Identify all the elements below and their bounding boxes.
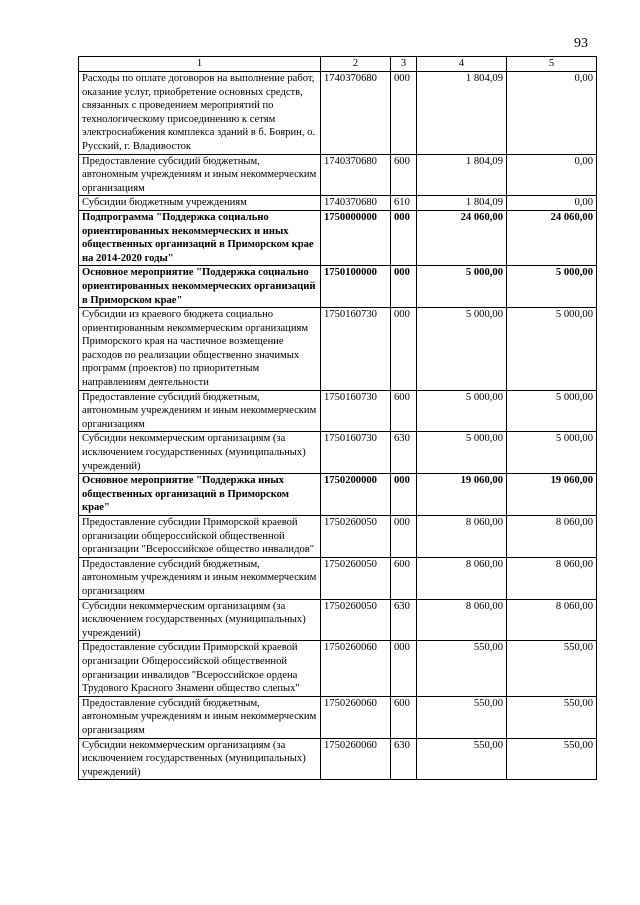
row-amount-cell: 0,00 <box>507 196 597 211</box>
row-amount-cell: 5 000,00 <box>507 266 597 308</box>
header-row <box>79 57 597 72</box>
row-code-cell: 1750260050 <box>321 516 391 558</box>
row-type-cell: 000 <box>391 641 417 696</box>
row-name-cell: Субсидии из краевого бюджета социально ориентированным некоммерческим организациям Приморского края на частичное возмещение расходов по реализации общественно значимых программ (проектов) по приоритетным направлениям деятельности <box>79 308 321 391</box>
row-type-cell: 600 <box>391 390 417 432</box>
column-header: 2 <box>321 57 391 72</box>
table-row <box>79 516 597 558</box>
row-amount-cell: 5 000,00 <box>507 308 597 391</box>
table-row <box>79 308 597 391</box>
row-type-cell: 600 <box>391 557 417 599</box>
row-name-cell: Предоставление субсидии Приморской краевой организации Общероссийской общественной организации инвалидов "Всероссийское ордена Трудового Красного Знамени общество слепых" <box>79 641 321 696</box>
row-type-cell: 000 <box>391 266 417 308</box>
row-amount-cell: 550,00 <box>417 738 507 780</box>
row-code-cell: 1750160730 <box>321 390 391 432</box>
row-amount-cell: 19 060,00 <box>507 474 597 516</box>
row-amount-cell: 5 000,00 <box>417 390 507 432</box>
row-name-cell: Предоставление субсидий бюджетным, автономным учреждениям и иным некоммерческим организациям <box>79 154 321 196</box>
row-amount-cell: 5 000,00 <box>417 266 507 308</box>
row-name-cell: Предоставление субсидии Приморской краевой организации общероссийской общественной организации "Всероссийское общество инвалидов" <box>79 516 321 558</box>
table-row <box>79 557 597 599</box>
table-row <box>79 599 597 641</box>
table-row <box>79 641 597 696</box>
row-code-cell: 1750000000 <box>321 210 391 265</box>
row-code-cell: 1740370680 <box>321 196 391 211</box>
row-type-cell: 610 <box>391 196 417 211</box>
table-row <box>79 390 597 432</box>
row-code-cell: 1750260060 <box>321 696 391 738</box>
row-amount-cell: 1 804,09 <box>417 196 507 211</box>
row-name-cell: Субсидии некоммерческим организациям (за исключением государственных (муниципальных) учреждений) <box>79 738 321 780</box>
row-type-cell: 600 <box>391 154 417 196</box>
table-row <box>79 266 597 308</box>
row-name-cell: Основное мероприятие "Поддержка иных общественных организаций в Приморском крае" <box>79 474 321 516</box>
row-code-cell: 1750200000 <box>321 474 391 516</box>
row-code-cell: 1750260060 <box>321 641 391 696</box>
row-type-cell: 630 <box>391 738 417 780</box>
row-code-cell: 1750100000 <box>321 266 391 308</box>
row-type-cell: 000 <box>391 72 417 155</box>
row-amount-cell: 8 060,00 <box>417 599 507 641</box>
row-code-cell: 1740370680 <box>321 154 391 196</box>
row-code-cell: 1750160730 <box>321 432 391 474</box>
row-type-cell: 000 <box>391 210 417 265</box>
row-amount-cell: 8 060,00 <box>507 599 597 641</box>
table-body <box>79 72 597 780</box>
row-amount-cell: 5 000,00 <box>417 432 507 474</box>
table-row <box>79 738 597 780</box>
row-name-cell: Основное мероприятие "Поддержка социально ориентированных некоммерческих организаций в Приморском крае" <box>79 266 321 308</box>
row-name-cell: Предоставление субсидий бюджетным, автономным учреждениям и иным некоммерческим организациям <box>79 696 321 738</box>
column-header: 3 <box>391 57 417 72</box>
row-name-cell: Субсидии бюджетным учреждениям <box>79 196 321 211</box>
row-type-cell: 630 <box>391 599 417 641</box>
row-amount-cell: 550,00 <box>507 738 597 780</box>
row-amount-cell: 550,00 <box>507 696 597 738</box>
table-row <box>79 72 597 155</box>
row-amount-cell: 550,00 <box>417 696 507 738</box>
row-amount-cell: 24 060,00 <box>507 210 597 265</box>
row-type-cell: 000 <box>391 308 417 391</box>
row-type-cell: 600 <box>391 696 417 738</box>
row-amount-cell: 5 000,00 <box>417 308 507 391</box>
table-row <box>79 210 597 265</box>
row-amount-cell: 5 000,00 <box>507 390 597 432</box>
column-header: 1 <box>79 57 321 72</box>
table-row <box>79 154 597 196</box>
row-name-cell: Подпрограмма "Поддержка социально ориентированных некоммерческих и иных общественных организаций в Приморском крае на 2014-2020 годы" <box>79 210 321 265</box>
row-name-cell: Расходы по оплате договоров на выполнение работ, оказание услуг, приобретение основных средств, связанных с проведением мероприятий по технологическому присоединению к сетям электроснабжения комплекса зданий в б. Боярин, о. Русский, г. Владивосток <box>79 72 321 155</box>
row-amount-cell: 0,00 <box>507 154 597 196</box>
row-name-cell: Субсидии некоммерческим организациям (за исключением государственных (муниципальных) учреждений) <box>79 432 321 474</box>
row-code-cell: 1740370680 <box>321 72 391 155</box>
row-amount-cell: 8 060,00 <box>417 516 507 558</box>
row-type-cell: 000 <box>391 474 417 516</box>
row-amount-cell: 0,00 <box>507 72 597 155</box>
budget-table <box>78 56 597 780</box>
row-amount-cell: 5 000,00 <box>507 432 597 474</box>
table-row <box>79 432 597 474</box>
row-name-cell: Субсидии некоммерческим организациям (за исключением государственных (муниципальных) учреждений) <box>79 599 321 641</box>
table-row <box>79 196 597 211</box>
row-name-cell: Предоставление субсидий бюджетным, автономным учреждениям и иным некоммерческим организациям <box>79 557 321 599</box>
row-amount-cell: 8 060,00 <box>417 557 507 599</box>
row-code-cell: 1750260050 <box>321 557 391 599</box>
table-row <box>79 696 597 738</box>
row-name-cell: Предоставление субсидий бюджетным, автономным учреждениям и иным некоммерческим организациям <box>79 390 321 432</box>
row-amount-cell: 19 060,00 <box>417 474 507 516</box>
row-code-cell: 1750260060 <box>321 738 391 780</box>
column-header: 5 <box>507 57 597 72</box>
row-amount-cell: 1 804,09 <box>417 72 507 155</box>
row-code-cell: 1750160730 <box>321 308 391 391</box>
row-type-cell: 630 <box>391 432 417 474</box>
page-number: 93 <box>574 36 588 51</box>
row-amount-cell: 24 060,00 <box>417 210 507 265</box>
row-amount-cell: 8 060,00 <box>507 516 597 558</box>
table-row <box>79 474 597 516</box>
row-amount-cell: 550,00 <box>417 641 507 696</box>
row-type-cell: 000 <box>391 516 417 558</box>
row-code-cell: 1750260050 <box>321 599 391 641</box>
row-amount-cell: 8 060,00 <box>507 557 597 599</box>
column-header: 4 <box>417 57 507 72</box>
row-amount-cell: 1 804,09 <box>417 154 507 196</box>
row-amount-cell: 550,00 <box>507 641 597 696</box>
